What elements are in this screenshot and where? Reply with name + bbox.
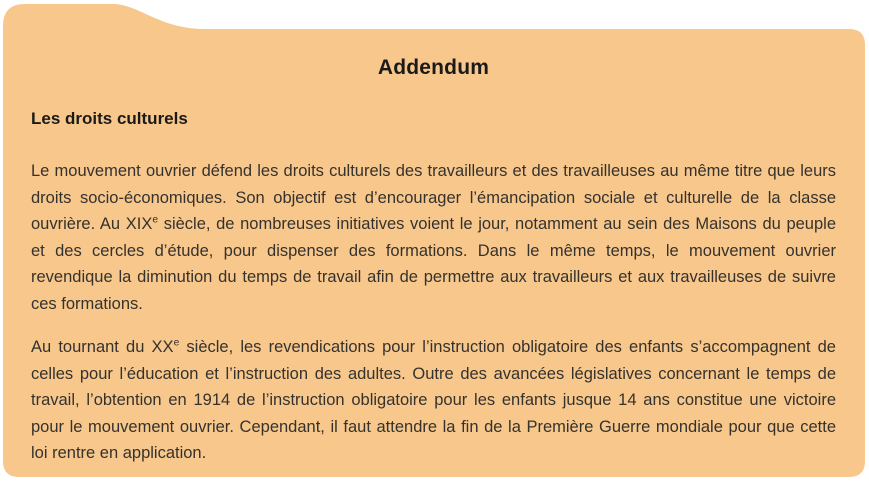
paragraph-1-text-continued: siècle, de nombreuses initiatives voient le jour, notamment au sein des Maisons du peuple et des cercles d’étude, pour dispenser des formations. Dans le même temps, le mouvement ouvrier revendique la diminution du temps de travail afin de permettre aux travailleurs et aux travailleuses de suivre ces formations. bbox=[31, 215, 836, 313]
addendum-content bbox=[31, 29, 836, 467]
paragraph-1-superscript-e: e bbox=[152, 214, 159, 226]
paragraph-1 bbox=[31, 158, 836, 317]
paragraph-2-text: Au tournant du XX bbox=[31, 338, 174, 356]
paragraph-2-superscript-e: e bbox=[173, 337, 180, 349]
section-heading: Les droits culturels bbox=[31, 109, 188, 128]
paragraph-1-text: Le mouvement ouvrier défend les droits culturels des travailleurs et des travailleuses au même titre que leurs droits socio-économiques. Son objectif est d’encourager l’émancipation sociale et culturelle de la classe ouvrière. Au XIX bbox=[31, 162, 836, 233]
paragraph-2-text-continued: siècle, les revendications pour l’instruction obligatoire des enfants s’accompagnent de celles pour l’éducation et l’instruction des adultes. Outre des avancées législatives concernant le temps de travail, l’obtention en 1914 de l’instruction obligatoire pour les enfants jusque 14 ans constitue une victoire pour le mouvement ouvrier. Cependant, il faut attendre la fin de la Première Guerre mondiale pour que cette loi rentre en application. bbox=[31, 338, 836, 462]
paragraph-2 bbox=[31, 334, 836, 467]
card-title: Addendum bbox=[377, 56, 490, 79]
